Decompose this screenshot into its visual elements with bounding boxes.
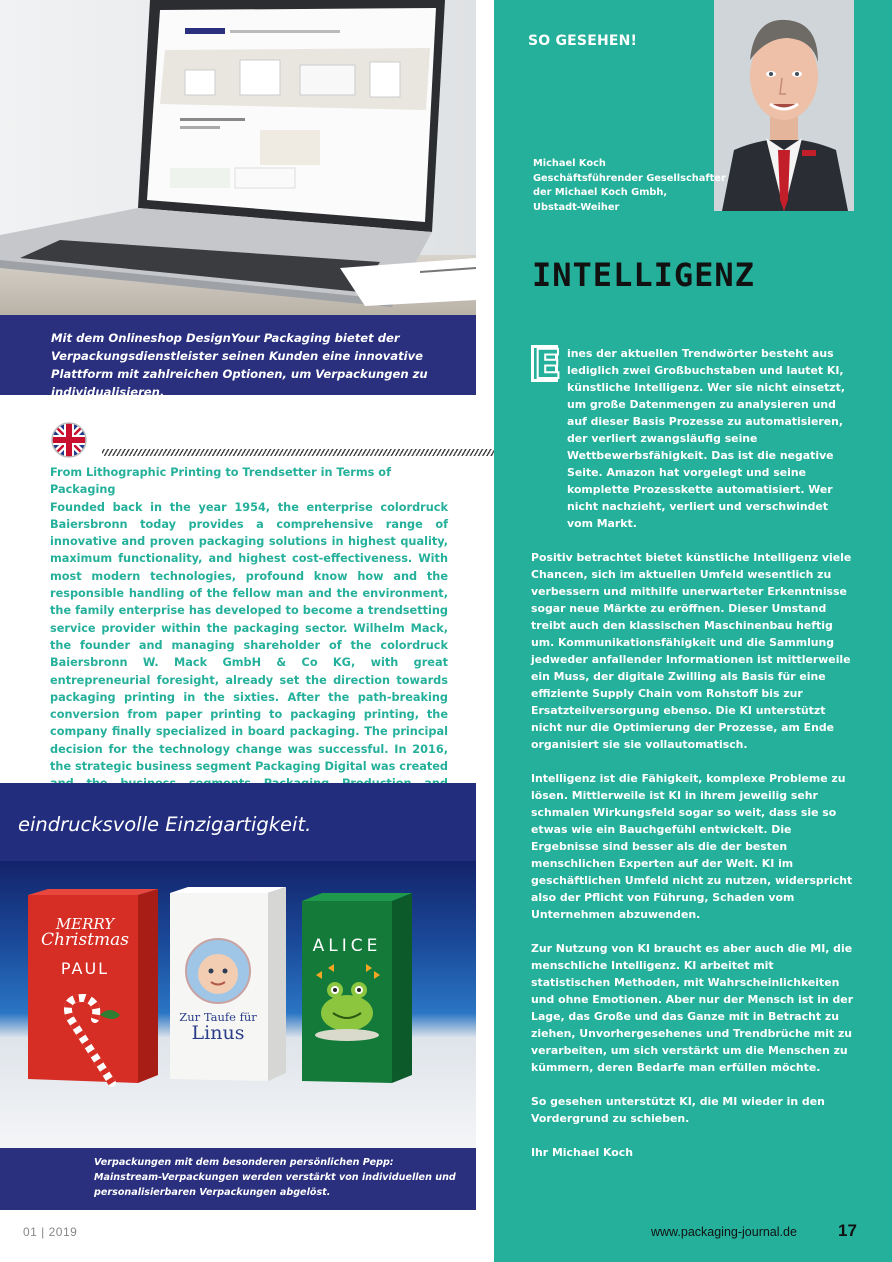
hatched-divider <box>102 449 496 456</box>
green-box <box>302 901 392 1083</box>
paragraph-5: So gesehen unterstützt KI, die MI wieder in den Vordergrund zu schieben. <box>531 1095 825 1125</box>
box2-name: Linus <box>191 1022 245 1044</box>
english-summary <box>50 464 448 810</box>
author-portrait <box>714 0 854 211</box>
ad-caption: Verpackungen mit dem besonderen persönlichen Pepp: Mainstream-Verpackungen werden verstärkt von individuellen und personalisierbaren Verpackungen abgelöst. <box>0 1148 476 1210</box>
frog-icon <box>321 995 373 1031</box>
box1-name: PAUL <box>60 959 110 978</box>
article-body <box>531 342 856 1178</box>
author-photo <box>714 0 854 211</box>
section-label: SO GESEHEN! <box>528 33 638 49</box>
paragraph-3: Intelligenz ist die Fähigkeit, komplexe Probleme zu lösen. Mittlerweile ist KI in ihrem jeweilig sehr schmalen Wirkungsfeld sogar so weit, dass sie so etwas wie ein Bauchgefühl entwickelt. Die Ergebnisse sind besser als die der besten menschlichen Experten auf der Welt. KI im geschäftlichen Umfeld nicht zu nutzen, widerspricht also der Pflicht von Führung, Schaden vom Unternehmen abzuwenden. <box>531 772 853 921</box>
page-number: 17 <box>838 1221 857 1240</box>
box3-name: ALICE <box>312 936 382 956</box>
paragraph-4: Zur Nutzung von KI braucht es aber auch die MI, die menschliche Intelligenz. KI arbeitet mit statistischen Methoden, mit Wahrscheinlichkeiten und ohne Emotionen. Aber nur der Mensch ist in der Lage, das Große und das Ganze mit in Betracht zu ziehen, Unvorhergesehenes und Trendbrüche mit zu verarbeiten, um sich verstärkt um die Menschen zu kümmern, deren Bedarfe man erfüllen möchte. <box>531 942 854 1074</box>
laptop-photo <box>0 0 476 315</box>
packaging-boxes-illustration <box>0 783 476 1148</box>
language-marker <box>50 421 446 459</box>
box1-line2: Christmas <box>40 930 130 950</box>
drop-cap-letter: E <box>534 342 562 388</box>
author-name: Michael Koch <box>533 158 606 169</box>
issue-number: 01 | 2019 <box>23 1225 78 1239</box>
author-location: Ubstadt-Weiher <box>533 201 620 213</box>
english-title: From Lithographic Printing to Trendsetter in Terms of Packaging <box>50 466 391 497</box>
paragraph-2: Positiv betrachtet bietet künstliche Intelligenz viele Chancen, sich im aktuellen Umfeld wesentlich zu verbessern und mithilfe unerwarteter Erkenntnisse sogar neue Märkte zu eröffnen. Dieser Umstand treibt auch den klassischen Maschinenbau heftig um. Kommunikationsfähigkeit und die Sammlung jedweder anfallender Informationen ist mittlerweile ein Muss, der digitale Zwilling als Basis für eine effiziente Supply Chain vom Rohstoff bis zur Ersatzteilversorgung ebenso. Die KI unterstützt nicht nur die Optimierung der Prozesse, am Ende organisiert sie sie vollautomatisch. <box>531 551 852 751</box>
signature: Ihr Michael Koch <box>531 1146 633 1159</box>
author-role-2: der Michael Koch Gmbh, <box>533 187 668 199</box>
paragraph-1-text: ines der aktuellen Trendwörter besteht aus lediglich zwei Großbuchstaben und lautet KI, künstliche Intelligenz. Wer sie nicht einsetzt, um große Datenmengen zu analysieren und auf dieser Basis Prozesse zu automatisieren, der verliert zwangsläufig seine Wettbewerbsfähigkeit. Das ist die negative Seite. Amazon hat vorgelegt und seine komplette Prozesskette automatisiert. Wer nicht nachzieht, verliert und verschwindet vom Markt. <box>567 347 845 530</box>
laptop-illustration <box>0 0 476 315</box>
author-info <box>533 157 726 215</box>
ad-headline: eindrucksvolle Einzigartigkeit. <box>18 813 312 836</box>
packaging-ad <box>0 783 476 1148</box>
author-role-1: Geschäftsführender Gesellschafter <box>533 172 726 184</box>
article-headline: INTELLIGENZ <box>532 256 755 294</box>
box1-line1: MERRY <box>55 915 115 933</box>
photo-caption: Mit dem Onlineshop DesignYour Packaging bietet der Verpackungsdienstleister seinen Kunden eine innovative Plattform mit zahlreichen Optionen, um Verpackungen zu individualisieren. <box>0 315 476 395</box>
box2-line1: Zur Taufe für <box>179 1010 257 1024</box>
paragraph-1 <box>531 342 856 532</box>
english-body: Founded back in the year 1954, the enterprise colordruck Baiersbronn today provides a comprehensive range of innovative and proven packaging solutions in highest quality, maximum functionality, and highest cost-effectiveness. With most modern technologies, profound know how and the responsible handling of the fellow man and the environment, the family enterprise has developed to become a trendsetting service provider within the packaging sector. Wilhelm Mack, the founder and managing shareholder of the colordruck Baiersbronn W. Mack GmbH & Co KG, with great entrepreneurial foresight, already set the direction towards packaging printing in the sixties. After the path-breaking conversion from paper printing to packaging printing, the company finally specialized in board packaging. The principal decision for the technology change was successful. In 2016, the strategic business segment Packaging Digital was created <box>50 500 449 774</box>
uk-flag-icon <box>50 421 88 459</box>
footer-url[interactable]: www.packaging-journal.de <box>651 1225 797 1239</box>
